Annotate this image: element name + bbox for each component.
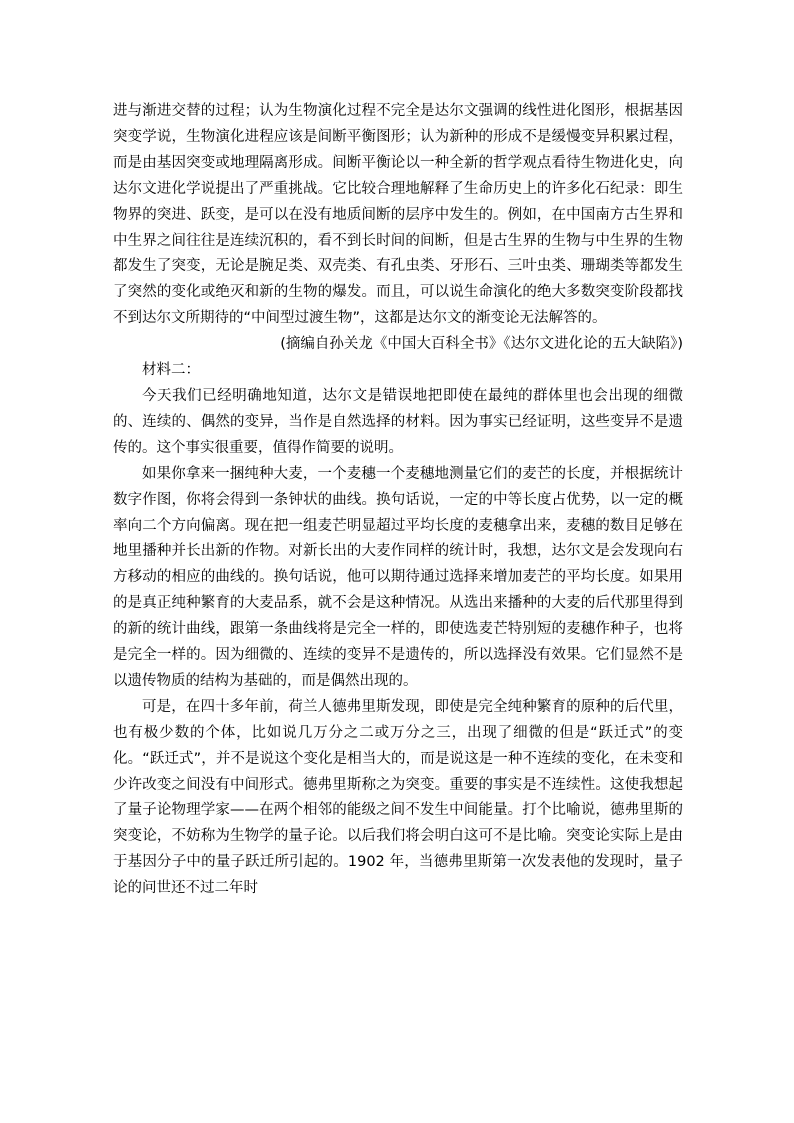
continuation-paragraph: 进与渐进交替的过程；认为生物演化过程不完全是达尔文强调的线性进化图形，根据基因突变学说，生物演化进程应该是间断平衡图形；认为新种的形成不是缓慢变异积累过程，而是由基因突变或地理隔离形成。间断平衡论以一种全新的哲学观点看待生物进化史，向达尔文进化学说提出了严重挑战。它比较合理地解释了生命历史上的许多化石纪录：即生物界的突进、跃变，是可以在没有地质间断的层序中发生的。例如，在中国南方古生界和中生界之间往往是连续沉积的，看不到长时间的间断，但是古生界的生物与中生界的生物都发生了突变，无论是腕足类、双壳类、有孔虫类、牙形石、三叶虫类、珊瑚类等都发生了突然的变化或绝灭和新的生物的爆发。而且，可以说生命演化的绝大多数突变阶段都找不到达尔文所期待的“中间型过渡生物”，这都是达尔文的渐变论无法解答的。: [113, 103, 683, 327]
source-citation: (摘编自孙关龙《中国大百科全书》《达尔文进化论的五大缺陷》): [280, 336, 683, 353]
document-body: [113, 99, 683, 902]
material-two-heading: 材料二：: [142, 362, 200, 379]
paragraph-1: 今天我们已经明确地知道，达尔文是错误地把即使在最纯的群体里也会出现的细微的、连续的、偶然的变异，当作是自然选择的材料。因为事实已经证明，这些变异不是遗传的。这个事实很重要，值得作简要的说明。: [113, 387, 683, 456]
paragraph-2: 如果你拿来一捆纯种大麦，一个麦穗一个麦穗地测量它们的麦芒的长度，并根据统计数字作图，你将会得到一条钟状的曲线。换句话说，一定的中等长度占优势，以一定的概率向二个方向偏离。现在把一组麦芒明显超过平均长度的麦穗拿出来，麦穗的数目足够在地里播种并长出新的作物。对新长出的大麦作同样的统计时，我想，达尔文是会发现向右方移动的相应的曲线的。换句话说，他可以期待通过选择来增加麦芒的平均长度。如果用的是真正纯种繁育的大麦品系，就不会是这种情况。从选出来播种的大麦的后代那里得到的新的统计曲线，跟第一条曲线将是完全一样的，即使选麦芒特别短的麦穗作种子，也将是完全一样的。因为细微的、连续的变异不是遗传的，所以选择没有效果。它们显然不是以遗传物质的结构为基础的，而是偶然出现的。: [113, 465, 683, 689]
paragraph-3: 可是，在四十多年前，荷兰人德弗里斯发现，即使是完全纯种繁育的原种的后代里，也有极少数的个体，比如说几万分之二或万分之三，出现了细微的但是“跃迁式”的变化。“跃迁式”，并不是说这个变化是相当大的，而是说这是一种不连续的变化，在未变和少许改变之间没有中间形式。德弗里斯称之为突变。重要的事实是不连续性。这使我想起了量子论物理学家——在两个相邻的能级之间不发生中间能量。打个比喻说，德弗里斯的突变论，不妨称为生物学的量子论。以后我们将会明白这可不是比喻。突变论实际上是由于基因分子中的量子跃迁所引起的。1902 年，当德弗里斯第一次发表他的发现时，量子论的问世还不过二年时: [113, 698, 683, 897]
